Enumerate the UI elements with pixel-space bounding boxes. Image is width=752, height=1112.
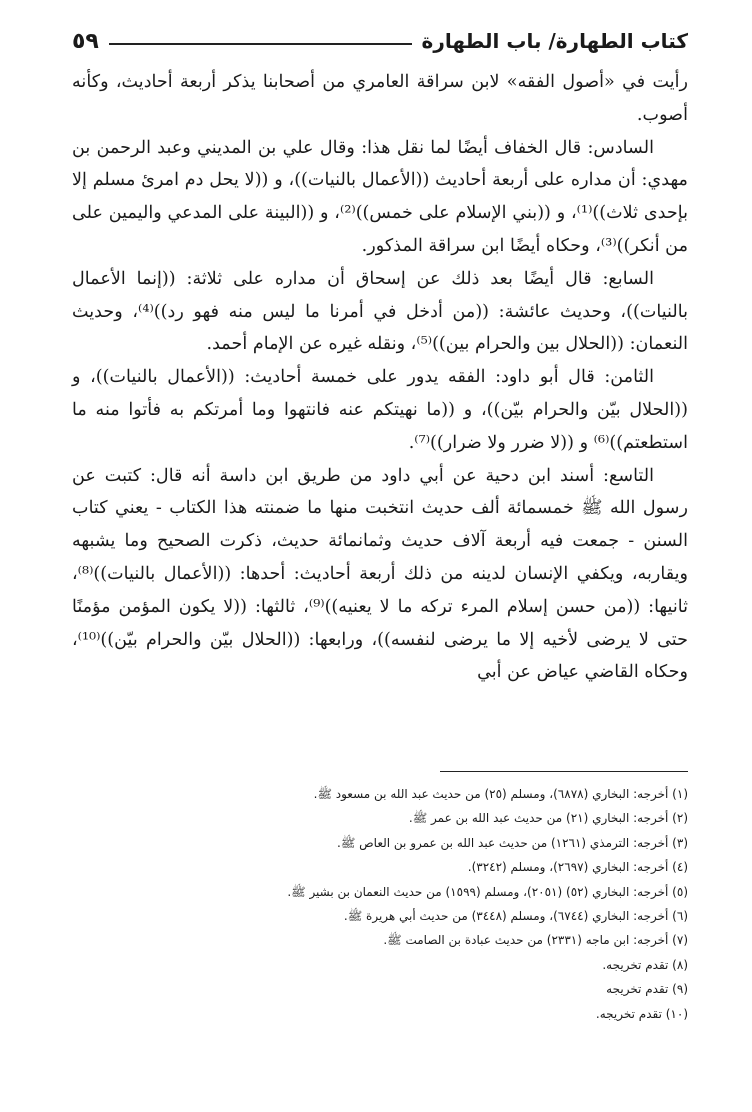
paragraph-continuation: رأيت في «أصول الفقه» لابن سراقة العامري من أصحابنا يذكر أربعة أحاديث، وكأنه أصوب.	[72, 72, 688, 125]
page-number: ٥٩	[72, 28, 99, 54]
paragraph-sixth: السادس: قال الخفاف أيضًا لما نقل هذا: وقال علي بن المديني وعبد الرحمن بن مهدي: أن مداره على أربعة أحاديث ((الأعمال بالنيات))، و ((لا يحل دم امرئ مسلم إلا بإحدى ثلاث))⁽¹⁾، و ((بني الإسلام على خمس))⁽²⁾، و ((البينة على المدعي واليمين على من أنكر))⁽³⁾، وحكاه أيضًا ابن سراقة المذكور.	[72, 137, 688, 256]
page-header	[72, 24, 688, 58]
main-text	[72, 66, 688, 689]
footnote: (٣) أخرجه: الترمذي (١٢٦١) من حديث عبد الله بن عمرو بن العاص ﷺ.	[337, 835, 688, 850]
footnote-separator	[440, 771, 688, 772]
paragraph-ninth: التاسع: أسند ابن دحية عن أبي داود من طريق ابن داسة أنه قال: كتبت عن رسول الله ﷺ خمسمائة ألف حديث انتخبت منها ما ضمنته هذا الكتاب - يعني كتاب السنن - جمعت فيه أربعة آلاف حديث وثمانمائة حديث، ذكرت الصحيح وما يشبهه ويقاربه، ويكفي الإنسان لدينه من ذلك أربعة أحاديث: أحدها: ((الأعمال بالنيات))⁽⁸⁾، ثانيها: ((من حسن إسلام المرء تركه ما لا يعنيه))⁽⁹⁾، ثالثها: ((لا يكون المؤمن مؤمنًا حتى لا يرضى لأخيه إلا ما يرضى لنفسه))، ورابعها: ((الحلال بيّن والحرام بيّن))⁽¹⁰⁾، وحكاه القاضي عياض عن أبي	[72, 465, 689, 683]
paragraph-seventh: السابع: قال أيضًا بعد ذلك عن إسحاق أن مداره على ثلاثة: ((إنما الأعمال بالنيات))، وحديث عائشة: ((من أدخل في أمرنا ما ليس منه فهو رد))⁽⁴⁾، وحديث النعمان: ((الحلال بين والحرام بين))⁽⁵⁾، ونقله غيره عن الإمام أحمد.	[72, 268, 688, 355]
header-rule	[109, 43, 412, 45]
footnote: (٧) أخرجه: ابن ماجه (٢٣٣١) من حديث عبادة بن الصامت ﷺ.	[383, 933, 688, 948]
paragraph-eighth: الثامن: قال أبو داود: الفقه يدور على خمسة أحاديث: ((الأعمال بالنيات))، و ((الحلال بيّن والحرام بيّن))، و ((ما نهيتكم عنه فانتهوا وما أمرتكم به فأتوا منه ما استطعتم))⁽⁶⁾ و ((لا ضرر ولا ضرار))⁽⁷⁾.	[72, 367, 688, 453]
footnote: (٩) تقدم تخريجه	[606, 982, 688, 997]
footnotes	[150, 782, 688, 1026]
footnote: (١) أخرجه: البخاري (٦٨٧٨)، ومسلم (٢٥) من حديث عبد الله بن مسعود ﷺ.	[313, 787, 688, 801]
footnote: (٦) أخرجه: البخاري (٦٧٤٤)، ومسلم (٣٤٤٨) من حديث أبي هريرة ﷺ.	[343, 909, 688, 924]
footnote: (٨) تقدم تخريجه.	[602, 957, 688, 972]
footnote: (٥) أخرجه: البخاري (٥٢) (٢٠٥١)، ومسلم (١٥٩٩) من حديث النعمان بن بشير ﷺ.	[287, 884, 688, 899]
footnote: (١٠) تقدم تخريجه.	[595, 1006, 688, 1021]
footnote: (٢) أخرجه: البخاري (٢١) من حديث عبد الله بن عمر ﷺ.	[408, 811, 688, 826]
footnote: (٤) أخرجه: البخاري (٢٦٩٧)، ومسلم (٣٢٤٢).	[467, 860, 688, 875]
running-title: كتاب الطهارة/ باب الطهارة	[421, 29, 688, 53]
